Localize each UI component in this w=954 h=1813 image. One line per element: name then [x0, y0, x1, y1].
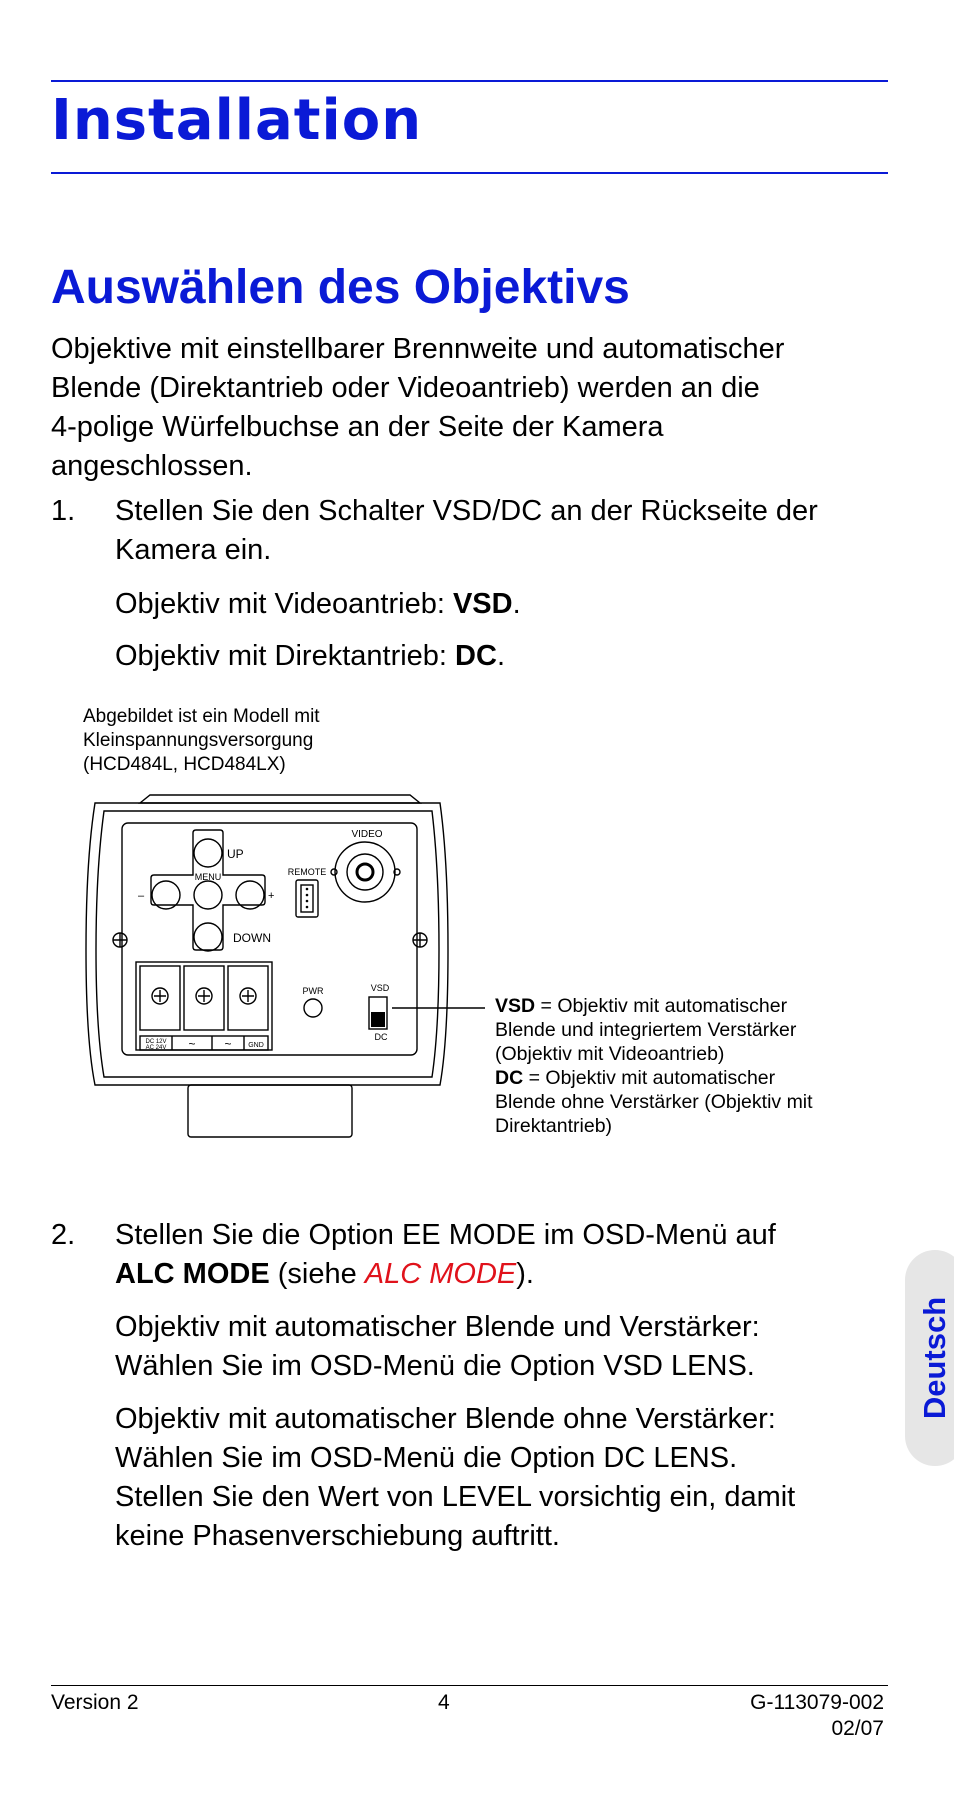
caption-line: Abgebildet ist ein Modell mit [83, 706, 320, 727]
intro-line: Blende (Direktantrieb oder Videoantrieb) werden an die [51, 372, 760, 404]
paragraph-line: Objektiv mit automatischer Blende und Verstärker: [115, 1311, 760, 1343]
dc-prefix: Objektiv mit Direktantrieb: [115, 640, 456, 672]
down-button-icon [194, 923, 222, 951]
paragraph-line: keine Phasenverschiebung auftritt. [115, 1520, 560, 1552]
step-1-number: 1. [51, 495, 76, 527]
paragraph-line: Wählen Sie im OSD-Menü die Option DC LENS. [115, 1442, 738, 1474]
footer-page-number: 4 [438, 1691, 450, 1714]
step-1-line: Kamera ein. [115, 534, 272, 566]
paragraph-line: Stellen Sie den Wert von LEVEL vorsichtig ein, damit [115, 1481, 796, 1513]
label-dc: DC [374, 1032, 388, 1042]
legend-line: Blende und integriertem Verstärker [495, 1019, 797, 1041]
vsd-value: VSD [452, 588, 513, 620]
remote-pins [306, 888, 309, 909]
period: . [512, 588, 521, 620]
alc-mode-bold: ALC MODE [115, 1258, 270, 1290]
label-menu: MENU [194, 872, 222, 882]
camera-top-rim [140, 795, 420, 803]
step-2-number: 2. [51, 1219, 76, 1251]
footer-doc-info [750, 1690, 884, 1742]
label-minus: – [138, 890, 145, 902]
label-remote: REMOTE [287, 867, 327, 877]
step-2-dc-paragraph [115, 1400, 795, 1556]
see-prefix: (siehe [269, 1258, 365, 1290]
legend-dc-term: DC [495, 1067, 524, 1089]
label-vsd: VSD [370, 983, 390, 993]
footer-date: 02/07 [831, 1717, 884, 1740]
intro-line: angeschlossen. [51, 450, 253, 482]
vsd-prefix: Objektiv mit Videoantrieb: [115, 588, 453, 620]
language-tab-label: Deutsch [917, 1296, 952, 1420]
legend-line: Blende ohne Verstärker (Objektiv mit [495, 1091, 813, 1113]
intro-line: 4-polige Würfelbuchse an der Seite der Kamera [51, 411, 664, 443]
step-2-line: Stellen Sie die Option EE MODE im OSD-Menü auf [115, 1219, 776, 1251]
see-suffix: ). [516, 1258, 534, 1290]
video-bnc-icon [335, 842, 395, 902]
switch-lever [371, 1012, 385, 1027]
label-gnd: GND [248, 1042, 264, 1049]
switch-legend [495, 994, 813, 1138]
dc-value: DC [455, 640, 497, 672]
menu-button-icon [194, 881, 222, 909]
terminal-block [136, 962, 272, 1050]
legend-vsd-line [495, 994, 813, 1018]
page-title: Installation [51, 88, 423, 153]
paragraph-line: Wählen Sie im OSD-Menü die Option VSD LENS. [115, 1350, 755, 1382]
legend-vsd-term: VSD [495, 995, 536, 1017]
caption-line: Kleinspannungsversorgung [83, 730, 314, 751]
intro-line: Objektive mit einstellbarer Brennweite und automatischer [51, 333, 785, 365]
label-plus: + [268, 890, 275, 902]
alc-mode-link[interactable]: ALC MODE [364, 1258, 517, 1290]
legend-text: = Objektiv mit automatischer [523, 1067, 776, 1089]
paragraph-line: Objektiv mit automatischer Blende ohne Verstärker: [115, 1403, 776, 1435]
footer-doc-number: G-113079-002 [750, 1691, 884, 1714]
caption-line: (HCD484L, HCD484LX) [83, 754, 286, 775]
step-1-line: Stellen Sie den Schalter VSD/DC an der Rückseite der [115, 495, 818, 527]
legend-dc-line [495, 1066, 813, 1090]
label-video: VIDEO [351, 829, 383, 840]
section-title: Auswählen des Objektivs [51, 261, 630, 314]
footer-version: Version 2 [51, 1691, 139, 1714]
label-terminal-dc: DC 12V [145, 1039, 167, 1045]
label-tilde-1: ~ [188, 1037, 196, 1051]
up-button-icon [194, 839, 222, 867]
label-down: DOWN [233, 931, 271, 945]
footer-rule [51, 1685, 888, 1686]
step-2-line [115, 1255, 776, 1294]
label-up: UP [227, 847, 244, 861]
label-pwr: PWR [302, 986, 324, 996]
pwr-led-icon [304, 999, 322, 1017]
label-tilde-2: ~ [224, 1037, 232, 1051]
camera-mount [188, 1085, 352, 1137]
step-2-vsd-paragraph [115, 1308, 760, 1386]
legend-line: (Objektiv mit Videoantrieb) [495, 1043, 725, 1065]
period: . [496, 640, 505, 672]
label-terminal-ac: AC 24V [145, 1045, 167, 1051]
legend-line: Direktantrieb) [495, 1115, 613, 1137]
step-2-text [115, 1216, 776, 1294]
legend-text: = Objektiv mit automatischer [535, 995, 788, 1017]
